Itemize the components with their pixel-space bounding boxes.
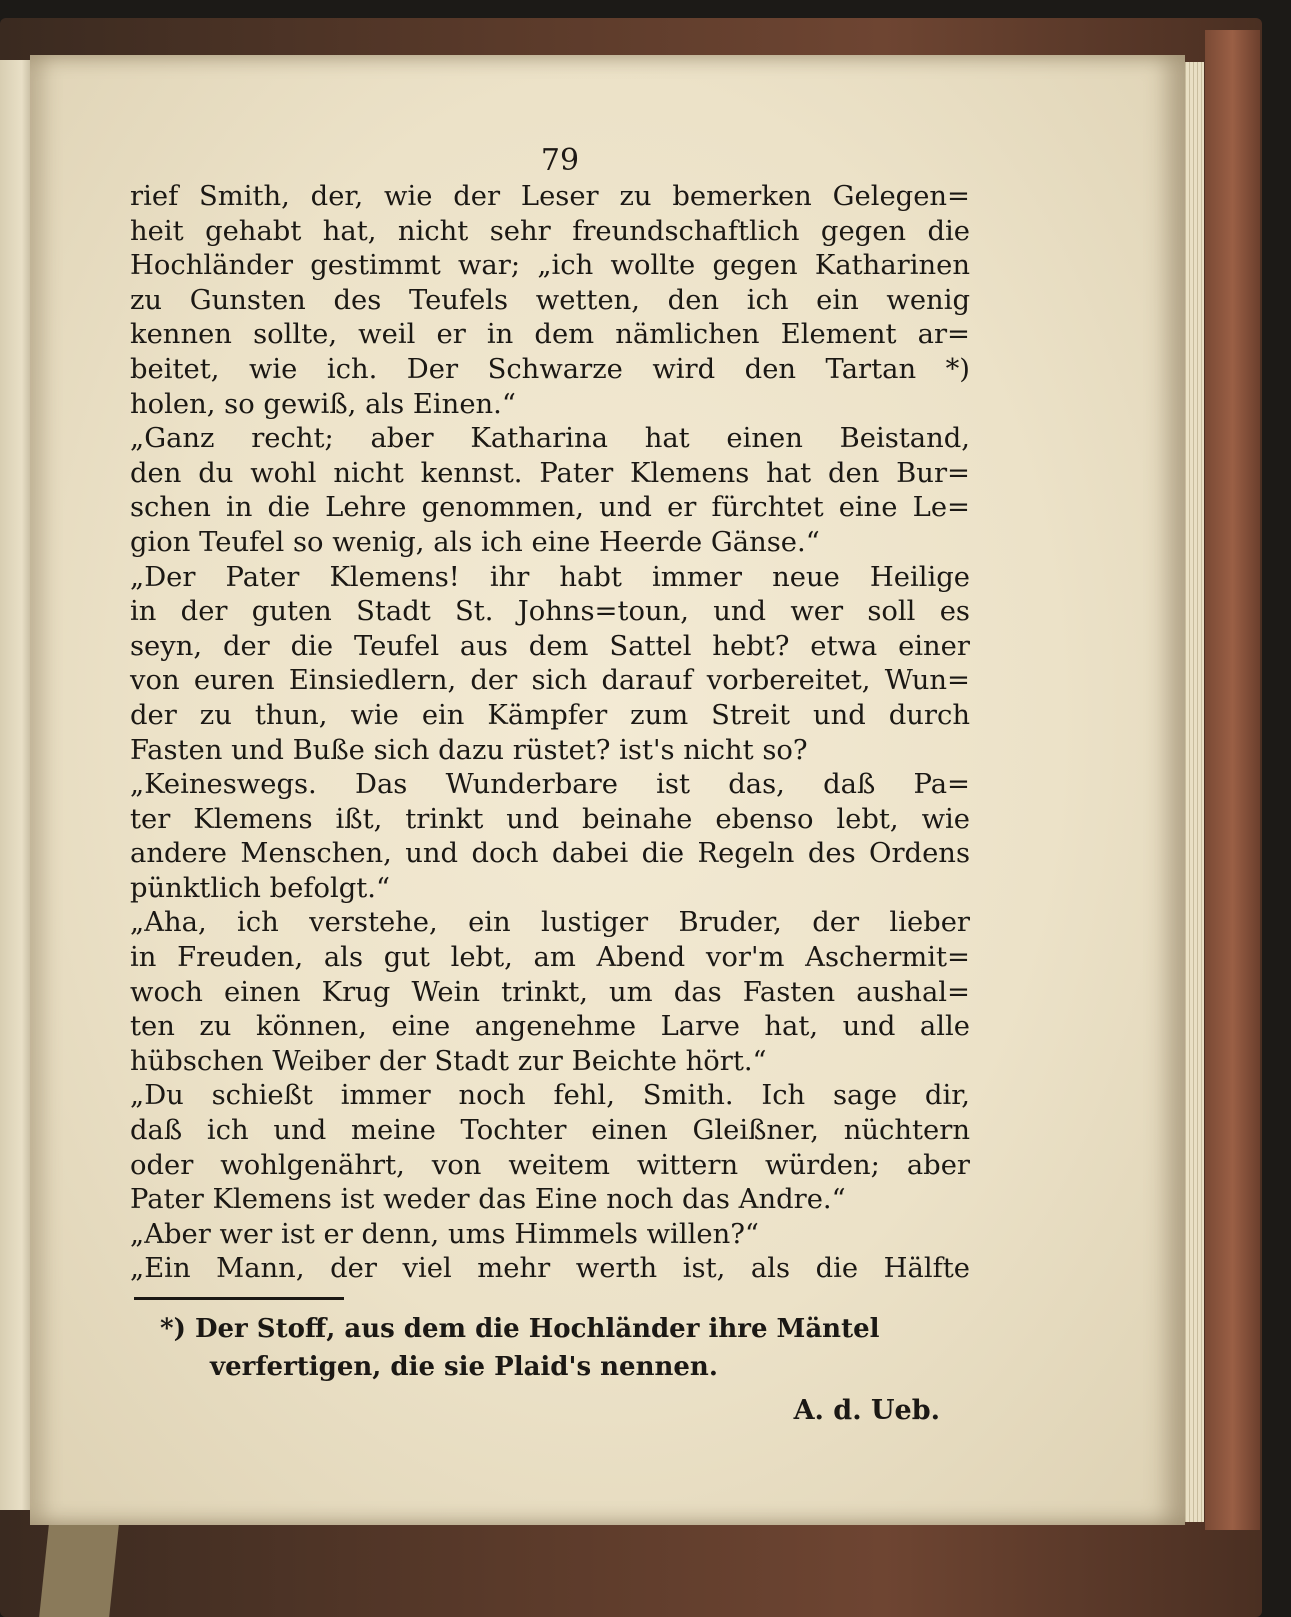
text-line: pünktlich befolgt.“ xyxy=(130,872,391,904)
text-line: schen in die Lehre genommen, und er fürchtet eine Le= xyxy=(130,492,970,524)
book-cover-edge xyxy=(1205,30,1260,1530)
body-text xyxy=(130,180,970,1287)
text-line: beitet, wie ich. Der Schwarze wird den Tartan *) xyxy=(130,353,970,385)
page-number: 79 xyxy=(540,143,580,178)
text-line: „Du schießt immer noch fehl, Smith. Ich sage dir, xyxy=(130,1080,970,1112)
footnote xyxy=(160,1310,960,1386)
text-line: ter Klemens ißt, trinkt und beinahe ebenso lebt, wie xyxy=(130,803,970,835)
text-line: in Freuden, als gut lebt, am Abend vor'm Aschermit= xyxy=(130,942,970,974)
text-line: gion Teufel so wenig, als ich eine Heerde Gänse.“ xyxy=(130,526,820,558)
text-line: hübschen Weiber der Stadt zur Beichte hört.“ xyxy=(130,1045,767,1077)
text-line: Fasten und Buße sich dazu rüstet? ist's nicht so? xyxy=(130,734,808,766)
text-line: „Der Pater Klemens! ihr habt immer neue Heilige xyxy=(130,561,970,593)
text-line: in der guten Stadt St. Johns=toun, und wer soll es xyxy=(130,596,970,628)
text-line: seyn, der die Teufel aus dem Sattel hebt? etwa einer xyxy=(130,630,970,662)
footnote-line: *) Der Stoff, aus dem die Hochländer ihre Mäntel xyxy=(160,1314,880,1344)
text-line: „Ganz recht; aber Katharina hat einen Beistand, xyxy=(130,423,970,455)
text-line: kennen sollte, weil er in dem nämlichen Element ar= xyxy=(130,319,970,351)
text-line: heit gehabt hat, nicht sehr freundschaftlich gegen die xyxy=(130,215,970,247)
text-line: woch einen Krug Wein trinkt, um das Fasten aushal= xyxy=(130,976,970,1008)
text-line: zu Gunsten des Teufels wetten, den ich ein wenig xyxy=(130,284,970,316)
text-line: holen, so gewiß, als Einen.“ xyxy=(130,388,516,420)
footnote-signature: A. d. Ueb. xyxy=(793,1395,940,1426)
text-line: Pater Klemens ist weder das Eine noch das Andre.“ xyxy=(130,1184,846,1216)
text-line: „Aha, ich verstehe, ein lustiger Bruder, der lieber xyxy=(130,907,970,939)
text-line: „Ein Mann, der viel mehr werth ist, als die Hälfte xyxy=(130,1253,970,1285)
text-line: oder wohlgenährt, von weitem wittern würden; aber xyxy=(130,1149,970,1181)
text-line: „Keineswegs. Das Wunderbare ist das, daß Pa= xyxy=(130,769,970,801)
text-line: den du wohl nicht kennst. Pater Klemens hat den Bur= xyxy=(130,457,970,489)
text-line: andere Menschen, und doch dabei die Regeln des Ordens xyxy=(130,838,970,870)
footnote-line: verfertigen, die sie Plaid's nennen. xyxy=(210,1352,718,1382)
text-line: von euren Einsiedlern, der sich darauf vorbereitet, Wun= xyxy=(130,665,970,697)
footnote-divider xyxy=(134,1297,344,1300)
text-line: der zu thun, wie ein Kämpfer zum Streit und durch xyxy=(130,699,970,731)
bookmark-ribbon xyxy=(39,1525,119,1617)
text-line: „Aber wer ist er denn, ums Himmels willen?“ xyxy=(130,1218,759,1250)
text-line: daß ich und meine Tochter einen Gleißner, nüchtern xyxy=(130,1115,970,1147)
text-line: rief Smith, der, wie der Leser zu bemerken Gelegen= xyxy=(130,181,970,212)
text-line: Hochländer gestimmt war; „ich wollte gegen Katharinen xyxy=(130,250,970,282)
text-line: ten zu können, eine angenehme Larve hat, und alle xyxy=(130,1011,970,1043)
